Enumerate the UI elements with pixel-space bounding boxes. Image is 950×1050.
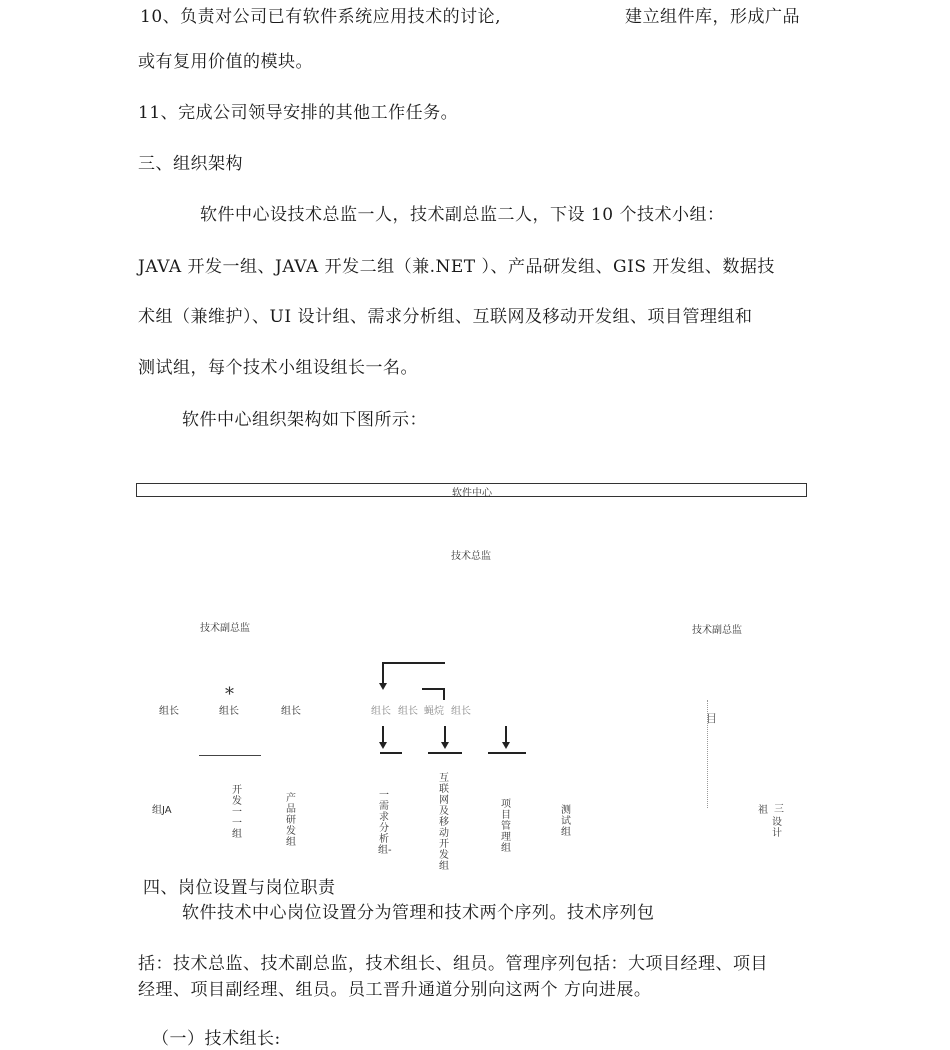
org-group-label: 设计: [772, 817, 782, 839]
org-group-label: 产品研发组: [286, 793, 296, 848]
org-group-label: 项目管理组: [501, 799, 511, 854]
org-connector-line: [382, 662, 384, 684]
org-leader-label: 组长: [281, 706, 301, 717]
positions-paragraph-line2: 括：技术总监、技术副总监，技术组长、组员。管理序列包括：大项目经理、项目: [138, 954, 768, 974]
positions-paragraph-line3: 经理、项目副经理、组员。员工晋升通道分别向这两个 方向进展。: [138, 980, 652, 1000]
positions-paragraph-line1: 软件技术中心岗位设置分为管理和技术两个序列。技术序列包: [182, 903, 655, 923]
org-leader-label-faded: 组长: [451, 706, 471, 717]
org-group-label: 组JA: [152, 805, 172, 816]
item10-text-b: 建立组件库，形成广品: [625, 7, 800, 27]
org-director-label: 技术总监: [451, 551, 491, 562]
org-connector-line: [443, 688, 445, 700]
org-connector-line: [488, 752, 526, 754]
org-connector-line: [382, 662, 445, 664]
org-paragraph-line3: 术组（兼维护）、UI 设计组、需求分析组、互联网及移动开发组、项目管理组和: [138, 307, 753, 327]
item11-text: 11、完成公司领导安排的其他工作任务。: [138, 103, 459, 123]
org-arrow-icon: [502, 742, 510, 749]
org-star-mark: *: [225, 684, 234, 705]
org-deputy-right-label: 技术副总监: [692, 625, 742, 636]
org-paragraph-line1: 软件中心设技术总监一人，技术副总监二人，下设 10 个技术小组：: [200, 205, 725, 225]
org-group-label: 三: [774, 804, 784, 815]
subsection-tech-leader-heading: （一）技术组长:: [152, 1029, 281, 1049]
org-underline: [199, 755, 261, 756]
org-group-label: 开发一一组: [232, 785, 242, 840]
org-paragraph-line4: 测试组，每个技术小组设组长一名。: [138, 358, 418, 378]
org-leader-label-faded: 组长: [371, 706, 391, 717]
org-paragraph-line2: JAVA 开发一组、JAVA 开发二组（兼.NET ）、产品研发组、GIS 开发组、数据技: [138, 257, 775, 277]
org-connector-line: [380, 752, 402, 754]
org-leader-label-faded: 蝇烷: [424, 706, 444, 717]
org-connector-line: [422, 688, 444, 690]
org-deputy-left-label: 技术副总监: [200, 623, 250, 634]
org-arrow-icon: [441, 742, 449, 749]
org-arrow-icon: [379, 683, 387, 690]
org-group-label: 互联网及移动开发组: [439, 773, 449, 872]
org-leader-label: 组长: [159, 706, 179, 717]
item10-text-a: 10、负责对公司已有软件系统应用技术的讨论,: [140, 7, 502, 27]
org-group-label: 祖: [758, 805, 768, 816]
org-group-label: 一需求分析组-: [378, 790, 392, 856]
section4-heading: 四、岗位设置与岗位职责: [143, 878, 336, 898]
org-connector-line: [428, 752, 462, 754]
org-leader-label: 组长: [219, 706, 239, 717]
org-leader-label-faded: 组长: [398, 706, 418, 717]
item10-text-c: 或有复用价值的模块。: [138, 52, 313, 72]
org-arrow-icon: [379, 742, 387, 749]
org-group-label: 测试组: [561, 805, 571, 838]
org-faded-mark: 目: [706, 712, 717, 725]
section3-heading: 三、组织架构: [138, 154, 243, 174]
org-top-label: 软件中心: [452, 488, 492, 499]
org-chart-intro: 软件中心组织架构如下图所示：: [182, 410, 427, 430]
